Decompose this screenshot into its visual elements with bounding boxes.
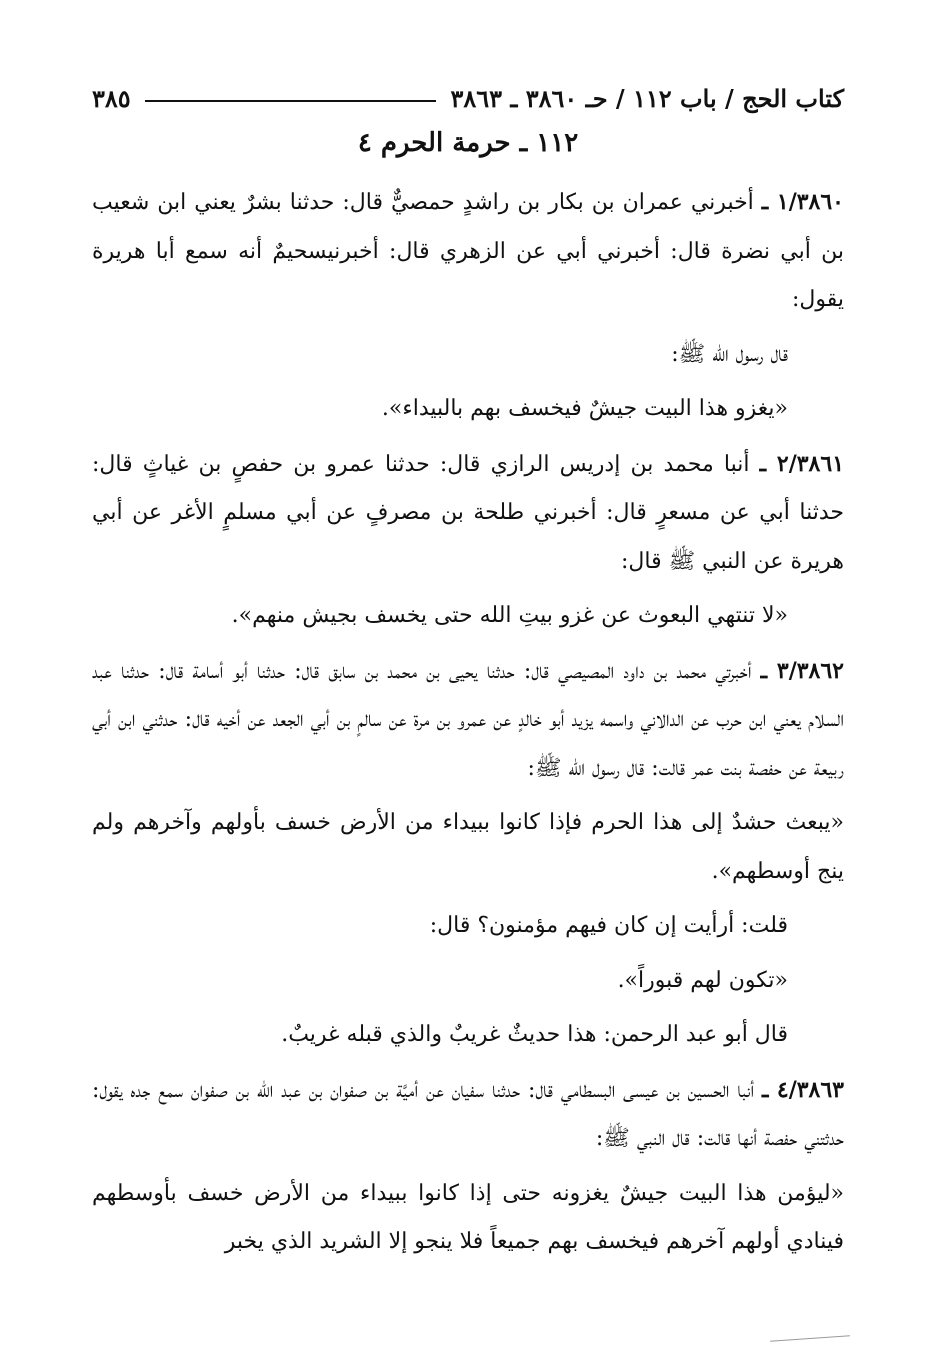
- hadith-paragraph: [92, 1066, 844, 1164]
- quote-line: «تكون لهم قبوراً».: [617, 967, 788, 993]
- page-number: ٣٨٥: [92, 83, 131, 113]
- hadith-number: ٢/٣٨٦١ ـ: [759, 450, 845, 477]
- text-line: قال أبو عبد الرحمن: هذا حديثٌ غريبٌ والذي قبله غريبٌ.: [281, 1022, 788, 1047]
- hadith-number: ٣/٣٨٦٢ ـ: [760, 657, 844, 684]
- hadith-number: ١/٣٨٦٠ ـ: [761, 189, 844, 215]
- page-edge-mark: [770, 1335, 850, 1342]
- hadith-number: ٤/٣٨٦٣ ـ: [761, 1076, 844, 1103]
- running-header: [92, 78, 844, 118]
- paragraph-text: أخبرني عمران بن بكار بن راشدٍ حمصيٌّ قال: حدثنا بشرٌ يعني ابن شعيب بن أبي نضرة قال: أخبرني أبي عن الزهري قال: أخبرنيسحيمٌ أنه سمع أبا هريرة يقول:: [92, 190, 844, 312]
- text-body: [92, 178, 844, 1273]
- paragraph-text: أنبا محمد بن إدريس الرازي قال: حدثنا عمرو بن حفصٍ بن غياثٍ قال: حدثنا أبي عن مسعرٍ قال: أخبرني طلحة بن مصرفٍ عن أبي مسلمٍ الأغر عن أبي هريرة عن النبي ﷺ قال:: [92, 451, 844, 574]
- header-rule: [145, 100, 437, 102]
- running-title: كتاب الحج / باب ١١٢ / حـ ٣٨٦٠ ـ ٣٨٦٣: [450, 83, 844, 113]
- paragraph-text: أخبرتي محمد بن داود المصيصي قال: حدثنا يحيى بن محمد بن سابق قال: حدثنا أبو أسامة قال: حدثنا عبد السلام يعني ابن حرب عن الدالاني واسمه يزيد أبو خالدٍ عن عمرو بن مرة عن سالمٍ بن أبي الجعد عن أخيه قال: حدثني ابن أبي ربيعة عن حفصة بنت عمر قالت: قال رسول الله ﷺ:: [92, 658, 844, 781]
- text-line: قلت: أرأيت إن كان فيهم مؤمنون؟ قال:: [429, 913, 788, 938]
- quote-line: «يغزو هذا البيت جيشٌ فيخسف بهم بالبيداء».: [381, 396, 788, 421]
- quote-paragraph: «ليؤمن هذا البيت جيشٌ يغزونه حتى إذا كانوا ببيداء من الأرض خسف بأوسطهم فينادي أولهم آخرهم فيخسف بهم جميعاً فلا ينجو إلا الشريد الذي يخبر: [92, 1180, 844, 1254]
- quote-line: «لا تنتهي البعوث عن غزو بيتِ الله حتى يخسف بجيش منهم».: [231, 603, 788, 628]
- text-line: قال رسول الله ﷺ:: [671, 341, 788, 367]
- quote-paragraph: «يبعث حشدٌ إلى هذا الحرم فإذا كانوا ببيداء من الأرض خسف بأولهم وآخرهم ولم ينج أوسطهم».: [92, 810, 844, 884]
- chapter-title: ١١٢ ـ حرمة الحرم ٤: [357, 128, 579, 158]
- hadith-paragraph: [92, 647, 844, 794]
- paragraph-text: أنبا الحسين بن عيسى البسطامي قال: حدثنا سفيان عن أميَّة بن صفوان بن عبد الله بن صفوان سمع جده يقول: حدثتني حفصة أنها قالت: قال النبي ﷺ:: [92, 1077, 844, 1151]
- hadith-paragraph: [92, 178, 844, 325]
- hadith-paragraph: [92, 440, 844, 587]
